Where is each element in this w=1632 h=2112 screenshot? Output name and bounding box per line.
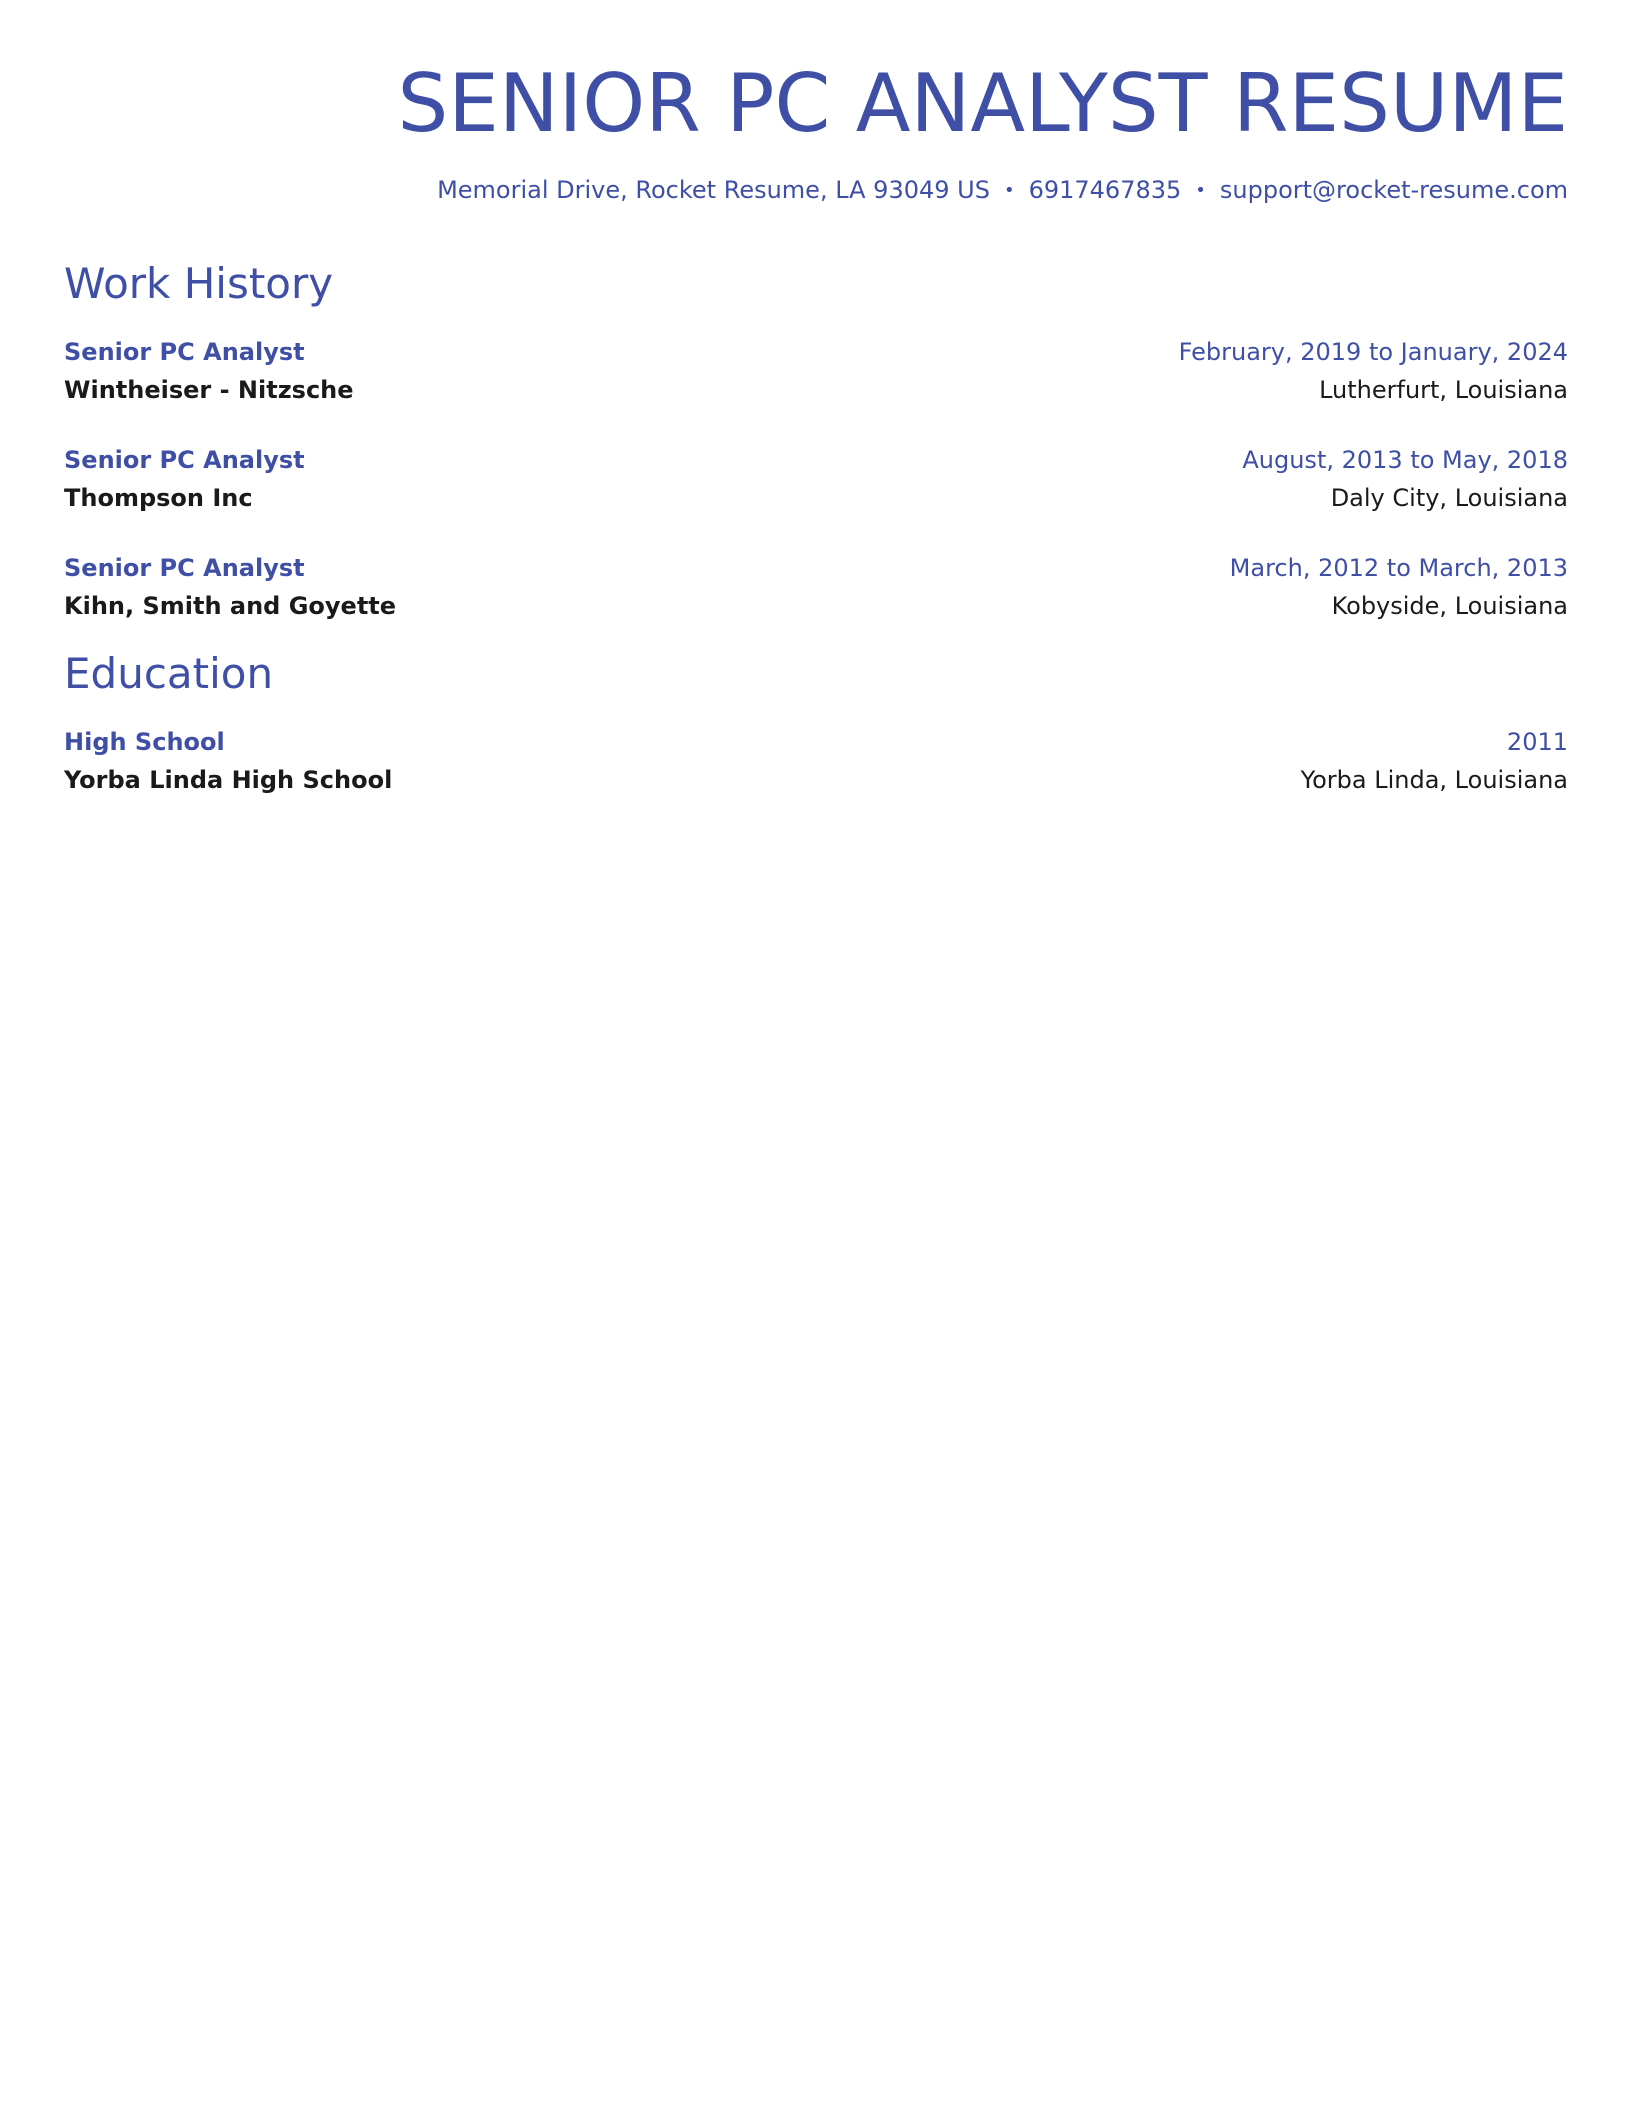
work-entry-top-row: [64, 441, 1568, 479]
job-title: Senior PC Analyst: [64, 554, 305, 582]
job-location: Daly City, Louisiana: [1330, 484, 1568, 512]
work-entry-bottom-row: [64, 479, 1568, 517]
degree-title: High School: [64, 728, 225, 756]
contact-address: Memorial Drive, Rocket Resume, LA 93049 US: [437, 176, 990, 204]
education-heading: Education: [64, 649, 274, 698]
work-entry: [64, 549, 1568, 625]
company-name: Wintheiser - Nitzsche: [64, 376, 354, 404]
work-entry-bottom-row: [64, 587, 1568, 625]
company-name: Thompson Inc: [64, 484, 253, 512]
graduation-year: 2011: [1506, 728, 1568, 756]
job-location: Lutherfurt, Louisiana: [1319, 376, 1568, 404]
contact-line: [64, 174, 1568, 207]
job-title: Senior PC Analyst: [64, 446, 305, 474]
work-entry-top-row: [64, 549, 1568, 587]
job-dates: August, 2013 to May, 2018: [1242, 446, 1568, 474]
education-entry: [64, 723, 1568, 799]
work-entry-top-row: [64, 333, 1568, 371]
contact-separator: •: [1003, 180, 1015, 201]
job-title: Senior PC Analyst: [64, 338, 305, 366]
page-title: SENIOR PC ANALYST RESUME: [397, 57, 1568, 150]
work-entry: [64, 333, 1568, 409]
school-location: Yorba Linda, Louisiana: [1300, 766, 1568, 794]
company-name: Kihn, Smith and Goyette: [64, 592, 397, 620]
education-entry-top-row: [64, 723, 1568, 761]
work-entry-bottom-row: [64, 371, 1568, 409]
education-entry-bottom-row: [64, 761, 1568, 799]
work-entry: [64, 441, 1568, 517]
school-name: Yorba Linda High School: [64, 766, 393, 794]
job-location: Kobyside, Louisiana: [1331, 592, 1568, 620]
work-history-section: [64, 257, 1568, 625]
contact-separator: •: [1195, 180, 1206, 201]
education-section: [64, 647, 1568, 799]
job-dates: March, 2012 to March, 2013: [1229, 554, 1568, 582]
job-dates: February, 2019 to January, 2024: [1178, 338, 1568, 366]
resume-header: [64, 0, 1568, 207]
contact-email: support@rocket-resume.com: [1219, 176, 1568, 204]
work-history-heading: Work History: [64, 259, 334, 308]
contact-phone: 6917467835: [1028, 176, 1182, 204]
